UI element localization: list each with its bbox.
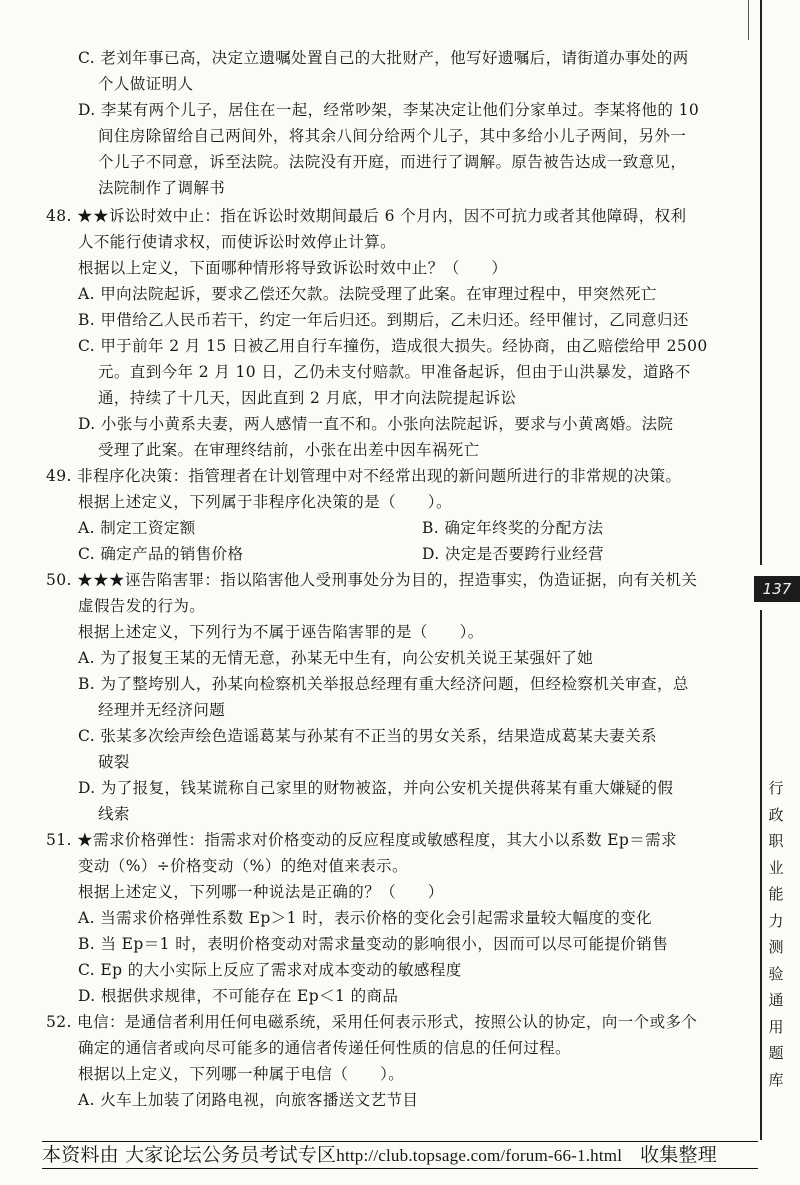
text-line: 个人做证明人 — [98, 75, 194, 93]
question-49-stem: 49. 非程序化决策：指管理者在计划管理中对不经常出现的新问题所进行的非常规的决策。 — [46, 467, 682, 485]
question-52-stem: 52. 电信：是通信者利用任何电磁系统，采用任何表示形式，按照公认的协定，向一个或多个 — [46, 1013, 698, 1031]
footer-prefix: 本资料由 大家论坛公务员考试专区 — [42, 1144, 337, 1166]
margin-rule-top — [748, 0, 749, 40]
question-51-stem: 51. ★需求价格弹性：指需求对价格变动的反应程度或敏感程度，其大小以系数 Ep＝需求 — [46, 831, 677, 849]
option-a: A. 当需求价格弹性系数 Ep＞1 时，表示价格的变化会引起需求量较大幅度的变化 — [78, 909, 653, 927]
question-50-stem: 50. ★★★诬告陷害罪：指以陷害他人受刑事处分为目的，捏造事实，伪造证据，向有关机关 — [46, 571, 698, 589]
footer-suffix: 收集整理 — [640, 1144, 717, 1166]
text-line: D. 李某有两个儿子，居住在一起，经常吵架，李某决定让他们分家单过。李某将他的 10 — [78, 101, 700, 119]
option-c: C. 确定产品的销售价格 — [78, 545, 244, 563]
option-b: B. 确定年终奖的分配方法 — [422, 519, 604, 537]
option-c: C. 甲于前年 2 月 15 日被乙用自行车撞伤，造成很大损失。经协商，由乙赔偿给甲 2500 — [78, 337, 708, 355]
option-b: B. 为了整垮别人，孙某向检察机关举报总经理有重大经济问题，但经检察机关审查，总 — [78, 675, 689, 693]
text-line: 受理了此案。在审理终结前，小张在出差中因车祸死亡 — [98, 441, 480, 459]
text-line: 线索 — [98, 805, 130, 823]
text-line: 经理并无经济问题 — [98, 701, 226, 719]
option-a: A. 火车上加装了闭路电视，向旅客播送文艺节目 — [78, 1091, 419, 1109]
question-prompt: 根据以上定义，下列哪一种属于电信（ ）。 — [78, 1065, 405, 1083]
text-line: 个儿子不同意，诉至法院。法院没有开庭，而进行了调解。原告被告达成一致意见， — [98, 153, 687, 171]
option-a: A. 甲向法院起诉，要求乙偿还欠款。法院受理了此案。在审理过程中，甲突然死亡 — [78, 285, 657, 303]
option-d: D. 决定是否要跨行业经营 — [422, 545, 604, 563]
option-c: C. Ep 的大小实际上反应了需求对成本变动的敏感程度 — [78, 961, 462, 979]
option-b: B. 当 Ep＝1 时，表明价格变动对需求量变动的影响很小，因而可以尽可能提价销售 — [78, 935, 669, 953]
footer-banner — [42, 1141, 758, 1169]
margin-rule-upper — [760, 0, 762, 565]
question-prompt: 根据上述定义，下列属于非程序化决策的是（ ）。 — [78, 493, 452, 511]
option-d: D. 为了报复，钱某谎称自己家里的财物被盗，并向公安机关提供蒋某有重大嫌疑的假 — [78, 779, 674, 797]
question-48-stem: 48. ★★诉讼时效中止：指在诉讼时效期间最后 6 个月内，因不可抗力或者其他障碍，权利 — [46, 207, 687, 225]
text-line: 变动（%）÷价格变动（%）的绝对值来表示。 — [78, 857, 408, 875]
footer-url-link[interactable]: http://club.topsage.com/forum-66-1.html — [336, 1146, 623, 1165]
option-a: A. 为了报复王某的无情无意，孙某无中生有，向公安机关说王某强奸了她 — [78, 649, 594, 667]
text-line: 元。直到今年 2 月 10 日，乙仍未支付赔款。甲准备起诉，但由于山洪暴发，道路不 — [98, 363, 691, 381]
option-d: D. 根据供求规律，不可能存在 Ep＜1 的商品 — [78, 987, 399, 1005]
text-line: C. 老刘年事已高，决定立遗嘱处置自己的大批财产，他写好遗嘱后，请街道办事处的两 — [78, 49, 689, 67]
text-line: 虚假告发的行为。 — [78, 597, 206, 615]
text-line: 破裂 — [98, 753, 130, 771]
option-a: A. 制定工资定额 — [78, 519, 196, 537]
text-line: 法院制作了调解书 — [98, 179, 226, 197]
text-line: 确定的通信者或向尽可能多的通信者传递任何性质的信息的任何过程。 — [78, 1039, 571, 1057]
margin-rule-lower — [760, 610, 762, 1140]
option-b: B. 甲借给乙人民币若干，约定一年后归还。到期后，乙未归还。经甲催讨，乙同意归还 — [78, 311, 689, 329]
question-prompt: 根据上述定义，下列行为不属于诬告陷害罪的是（ ）。 — [78, 623, 484, 641]
question-prompt: 根据以上定义，下面哪种情形将导致诉讼时效中止？（ ） — [78, 259, 508, 277]
option-d: D. 小张与小黄系夫妻，两人感情一直不和。小张向法院起诉，要求与小黄离婚。法院 — [78, 415, 674, 433]
text-line: 通，持续了十几天，因此直到 2 月底，甲才向法院提起诉讼 — [98, 389, 517, 407]
side-book-title: 行政职业能力测验通用题库 — [768, 779, 784, 1089]
page-number: 137 — [754, 576, 800, 602]
text-line: 间住房除留给自己两间外，将其余八间分给两个儿子，其中多给小儿子两间，另外一 — [98, 127, 687, 145]
text-line: 人不能行使请求权，而使诉讼时效停止计算。 — [78, 233, 397, 251]
option-c: C. 张某多次绘声绘色造谣葛某与孙某有不正当的男女关系，结果造成葛某夫妻关系 — [78, 727, 657, 745]
question-prompt: 根据上述定义，下列哪一种说法是正确的？（ ） — [78, 883, 444, 901]
